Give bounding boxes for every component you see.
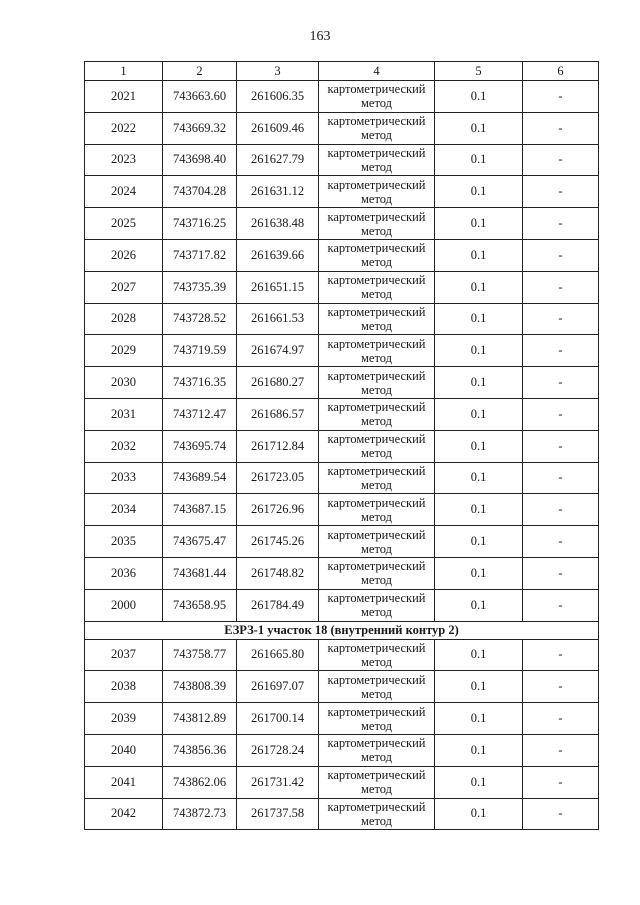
section-title: ЕЗРЗ-1 участок 18 (внутренний контур 2) <box>85 621 599 639</box>
method-cell: картометрический метод <box>319 589 435 621</box>
table-row <box>85 734 599 766</box>
table-row <box>85 639 599 671</box>
header-cell: 3 <box>237 62 319 81</box>
accuracy-cell: 0.1 <box>435 81 523 113</box>
accuracy-cell: 0.1 <box>435 494 523 526</box>
table-body <box>85 81 599 830</box>
y-coordinate-cell: 261737.58 <box>237 798 319 830</box>
table-row <box>85 271 599 303</box>
note-cell: - <box>523 734 599 766</box>
accuracy-cell: 0.1 <box>435 703 523 735</box>
method-cell: картометрический метод <box>319 367 435 399</box>
point-number-cell: 2039 <box>85 703 163 735</box>
accuracy-cell: 0.1 <box>435 734 523 766</box>
note-cell: - <box>523 703 599 735</box>
y-coordinate-cell: 261606.35 <box>237 81 319 113</box>
note-cell: - <box>523 335 599 367</box>
point-number-cell: 2041 <box>85 766 163 798</box>
point-number-cell: 2026 <box>85 239 163 271</box>
method-cell: картометрический метод <box>319 144 435 176</box>
y-coordinate-cell: 261661.53 <box>237 303 319 335</box>
method-cell: картометрический метод <box>319 303 435 335</box>
x-coordinate-cell: 743758.77 <box>163 639 237 671</box>
method-cell: картометрический метод <box>319 526 435 558</box>
method-cell: картометрический метод <box>319 703 435 735</box>
point-number-cell: 2021 <box>85 81 163 113</box>
note-cell: - <box>523 112 599 144</box>
accuracy-cell: 0.1 <box>435 208 523 240</box>
x-coordinate-cell: 743712.47 <box>163 398 237 430</box>
table-row <box>85 176 599 208</box>
point-number-cell: 2023 <box>85 144 163 176</box>
y-coordinate-cell: 261680.27 <box>237 367 319 399</box>
accuracy-cell: 0.1 <box>435 176 523 208</box>
method-cell: картометрический метод <box>319 239 435 271</box>
y-coordinate-cell: 261700.14 <box>237 703 319 735</box>
x-coordinate-cell: 743872.73 <box>163 798 237 830</box>
point-number-cell: 2022 <box>85 112 163 144</box>
table-row <box>85 798 599 830</box>
y-coordinate-cell: 261639.66 <box>237 239 319 271</box>
table-row <box>85 526 599 558</box>
point-number-cell: 2037 <box>85 639 163 671</box>
accuracy-cell: 0.1 <box>435 112 523 144</box>
note-cell: - <box>523 462 599 494</box>
x-coordinate-cell: 743856.36 <box>163 734 237 766</box>
x-coordinate-cell: 743717.82 <box>163 239 237 271</box>
x-coordinate-cell: 743658.95 <box>163 589 237 621</box>
section-row <box>85 621 599 639</box>
note-cell: - <box>523 494 599 526</box>
accuracy-cell: 0.1 <box>435 671 523 703</box>
y-coordinate-cell: 261651.15 <box>237 271 319 303</box>
table-row <box>85 367 599 399</box>
note-cell: - <box>523 176 599 208</box>
table-row <box>85 671 599 703</box>
point-number-cell: 2032 <box>85 430 163 462</box>
method-cell: картометрический метод <box>319 494 435 526</box>
note-cell: - <box>523 798 599 830</box>
method-cell: картометрический метод <box>319 430 435 462</box>
method-cell: картометрический метод <box>319 766 435 798</box>
point-number-cell: 2029 <box>85 335 163 367</box>
note-cell: - <box>523 430 599 462</box>
x-coordinate-cell: 743812.89 <box>163 703 237 735</box>
table-row <box>85 208 599 240</box>
table-row <box>85 398 599 430</box>
x-coordinate-cell: 743808.39 <box>163 671 237 703</box>
accuracy-cell: 0.1 <box>435 430 523 462</box>
point-number-cell: 2033 <box>85 462 163 494</box>
table-row <box>85 703 599 735</box>
table-row <box>85 766 599 798</box>
point-number-cell: 2025 <box>85 208 163 240</box>
accuracy-cell: 0.1 <box>435 766 523 798</box>
accuracy-cell: 0.1 <box>435 271 523 303</box>
accuracy-cell: 0.1 <box>435 239 523 271</box>
accuracy-cell: 0.1 <box>435 798 523 830</box>
y-coordinate-cell: 261712.84 <box>237 430 319 462</box>
y-coordinate-cell: 261631.12 <box>237 176 319 208</box>
note-cell: - <box>523 81 599 113</box>
note-cell: - <box>523 589 599 621</box>
point-number-cell: 2027 <box>85 271 163 303</box>
accuracy-cell: 0.1 <box>435 526 523 558</box>
y-coordinate-cell: 261748.82 <box>237 557 319 589</box>
point-number-cell: 2034 <box>85 494 163 526</box>
point-number-cell: 2042 <box>85 798 163 830</box>
y-coordinate-cell: 261697.07 <box>237 671 319 703</box>
accuracy-cell: 0.1 <box>435 398 523 430</box>
note-cell: - <box>523 271 599 303</box>
method-cell: картометрический метод <box>319 176 435 208</box>
accuracy-cell: 0.1 <box>435 557 523 589</box>
method-cell: картометрический метод <box>319 557 435 589</box>
method-cell: картометрический метод <box>319 734 435 766</box>
method-cell: картометрический метод <box>319 335 435 367</box>
header-cell: 2 <box>163 62 237 81</box>
table-row <box>85 144 599 176</box>
y-coordinate-cell: 261686.57 <box>237 398 319 430</box>
y-coordinate-cell: 261728.24 <box>237 734 319 766</box>
page-number: 163 <box>309 29 331 44</box>
y-coordinate-cell: 261627.79 <box>237 144 319 176</box>
table-row <box>85 430 599 462</box>
x-coordinate-cell: 743675.47 <box>163 526 237 558</box>
accuracy-cell: 0.1 <box>435 335 523 367</box>
accuracy-cell: 0.1 <box>435 462 523 494</box>
y-coordinate-cell: 261638.48 <box>237 208 319 240</box>
table-row <box>85 462 599 494</box>
header-cell: 4 <box>319 62 435 81</box>
note-cell: - <box>523 367 599 399</box>
accuracy-cell: 0.1 <box>435 367 523 399</box>
x-coordinate-cell: 743695.74 <box>163 430 237 462</box>
table-row <box>85 494 599 526</box>
x-coordinate-cell: 743716.35 <box>163 367 237 399</box>
header-cell: 6 <box>523 62 599 81</box>
note-cell: - <box>523 671 599 703</box>
accuracy-cell: 0.1 <box>435 144 523 176</box>
method-cell: картометрический метод <box>319 639 435 671</box>
method-cell: картометрический метод <box>319 462 435 494</box>
y-coordinate-cell: 261726.96 <box>237 494 319 526</box>
y-coordinate-cell: 261745.26 <box>237 526 319 558</box>
accuracy-cell: 0.1 <box>435 303 523 335</box>
point-number-cell: 2031 <box>85 398 163 430</box>
note-cell: - <box>523 398 599 430</box>
x-coordinate-cell: 743704.28 <box>163 176 237 208</box>
note-cell: - <box>523 303 599 335</box>
x-coordinate-cell: 743681.44 <box>163 557 237 589</box>
note-cell: - <box>523 766 599 798</box>
table-row <box>85 335 599 367</box>
x-coordinate-cell: 743716.25 <box>163 208 237 240</box>
note-cell: - <box>523 639 599 671</box>
table-row <box>85 81 599 113</box>
table-row <box>85 303 599 335</box>
note-cell: - <box>523 144 599 176</box>
point-number-cell: 2038 <box>85 671 163 703</box>
accuracy-cell: 0.1 <box>435 639 523 671</box>
y-coordinate-cell: 261784.49 <box>237 589 319 621</box>
y-coordinate-cell: 261665.80 <box>237 639 319 671</box>
note-cell: - <box>523 557 599 589</box>
note-cell: - <box>523 239 599 271</box>
point-number-cell: 2036 <box>85 557 163 589</box>
header-row <box>85 62 599 81</box>
x-coordinate-cell: 743719.59 <box>163 335 237 367</box>
x-coordinate-cell: 743862.06 <box>163 766 237 798</box>
point-number-cell: 2028 <box>85 303 163 335</box>
table-row <box>85 557 599 589</box>
x-coordinate-cell: 743735.39 <box>163 271 237 303</box>
y-coordinate-cell: 261609.46 <box>237 112 319 144</box>
x-coordinate-cell: 743698.40 <box>163 144 237 176</box>
accuracy-cell: 0.1 <box>435 589 523 621</box>
point-number-cell: 2035 <box>85 526 163 558</box>
x-coordinate-cell: 743663.60 <box>163 81 237 113</box>
x-coordinate-cell: 743669.32 <box>163 112 237 144</box>
method-cell: картометрический метод <box>319 798 435 830</box>
y-coordinate-cell: 261731.42 <box>237 766 319 798</box>
point-number-cell: 2024 <box>85 176 163 208</box>
method-cell: картометрический метод <box>319 271 435 303</box>
y-coordinate-cell: 261723.05 <box>237 462 319 494</box>
table-row <box>85 112 599 144</box>
point-number-cell: 2030 <box>85 367 163 399</box>
header-cell: 5 <box>435 62 523 81</box>
table-row <box>85 239 599 271</box>
y-coordinate-cell: 261674.97 <box>237 335 319 367</box>
table-row <box>85 589 599 621</box>
method-cell: картометрический метод <box>319 112 435 144</box>
x-coordinate-cell: 743689.54 <box>163 462 237 494</box>
method-cell: картометрический метод <box>319 398 435 430</box>
method-cell: картометрический метод <box>319 208 435 240</box>
x-coordinate-cell: 743687.15 <box>163 494 237 526</box>
coordinates-table <box>84 61 599 830</box>
method-cell: картометрический метод <box>319 671 435 703</box>
header-cell: 1 <box>85 62 163 81</box>
note-cell: - <box>523 526 599 558</box>
note-cell: - <box>523 208 599 240</box>
method-cell: картометрический метод <box>319 81 435 113</box>
x-coordinate-cell: 743728.52 <box>163 303 237 335</box>
point-number-cell: 2040 <box>85 734 163 766</box>
point-number-cell: 2000 <box>85 589 163 621</box>
